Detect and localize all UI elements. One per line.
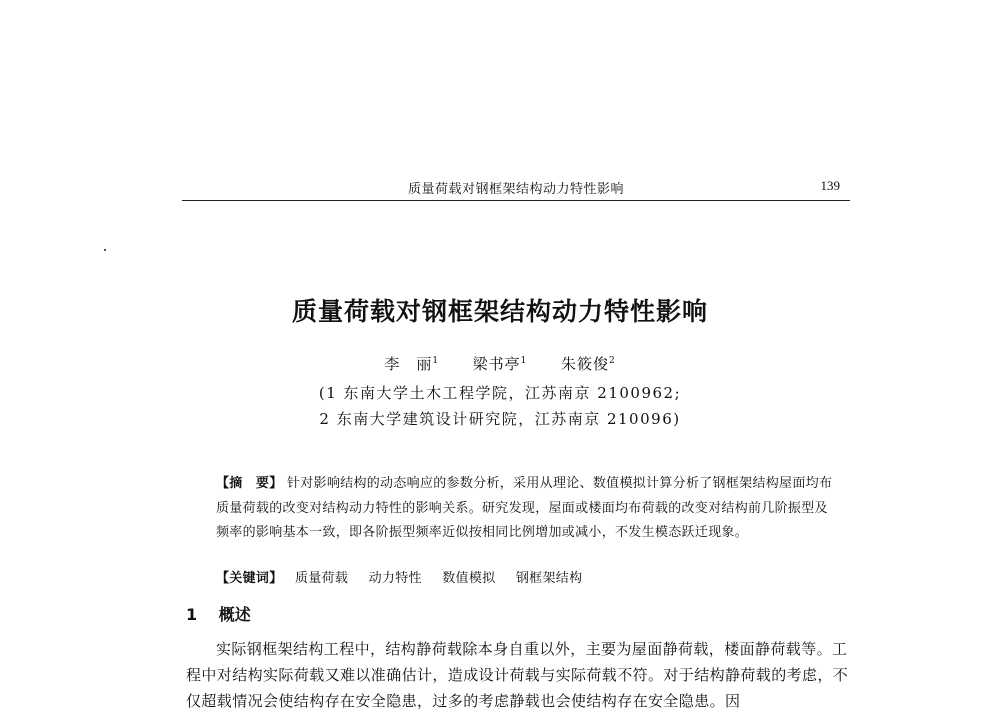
author-affiliation-mark: 1: [432, 356, 440, 366]
affiliation-line-2: 2 东南大学建筑设计研究院，江苏南京 210096): [319, 410, 681, 428]
author-line: [0, 353, 1000, 374]
body-text: [186, 636, 854, 714]
section-number: 1: [186, 605, 198, 624]
keyword: 数值模拟: [442, 571, 496, 586]
running-header: [182, 178, 850, 201]
keywords: [216, 567, 836, 586]
author-affiliation-mark: 2: [608, 356, 616, 366]
running-header-title: 质量荷载对钢框架结构动力特性影响: [407, 182, 624, 197]
paper-title: 质量荷载对钢框架结构动力特性影响: [291, 297, 708, 326]
author-name: 李 丽: [384, 355, 433, 373]
keyword: 钢框架结构: [515, 571, 583, 586]
page-number: 139: [820, 178, 840, 193]
keyword: 质量荷载: [294, 571, 349, 586]
abstract-label: 【摘 要】: [216, 476, 283, 491]
keyword: 动力特性: [368, 571, 422, 586]
affiliation-line-1: (1 东南大学土木工程学院，江苏南京 2100962;: [318, 384, 682, 402]
keywords-label: 【关键词】: [216, 571, 283, 586]
section-heading: [186, 602, 251, 625]
scan-speck: [104, 249, 106, 251]
section-title: 概述: [218, 605, 251, 624]
body-paragraph: 实际钢框架结构工程中，结构静荷载除本身自重以外，主要为屋面静荷载，楼面静荷载等。工程中对结构实际荷载又难以准确估计，造成设计荷载与实际荷载不符。对于结构静荷载的考虑，不仅超载情况会使结构存在安全隐患，过多的考虑静载也会使结构存在安全隐患。因: [186, 640, 849, 710]
abstract-text: 针对影响结构的动态响应的参数分析，采用从理论、数值模拟计算分析了钢框架结构屋面均布质量荷载的改变对结构动力特性的影响关系。研究发现，屋面或楼面均布荷载的改变对结构前几阶振型及频率的影响基本一致，即各阶振型频率近似按相同比例增加或减小，不发生模态跃迁现象。: [216, 476, 833, 540]
author-name: 朱筱俊: [560, 355, 609, 373]
abstract: [216, 472, 836, 546]
author-affiliation-mark: 1: [520, 356, 528, 366]
author-name: 梁书亭: [472, 355, 521, 373]
